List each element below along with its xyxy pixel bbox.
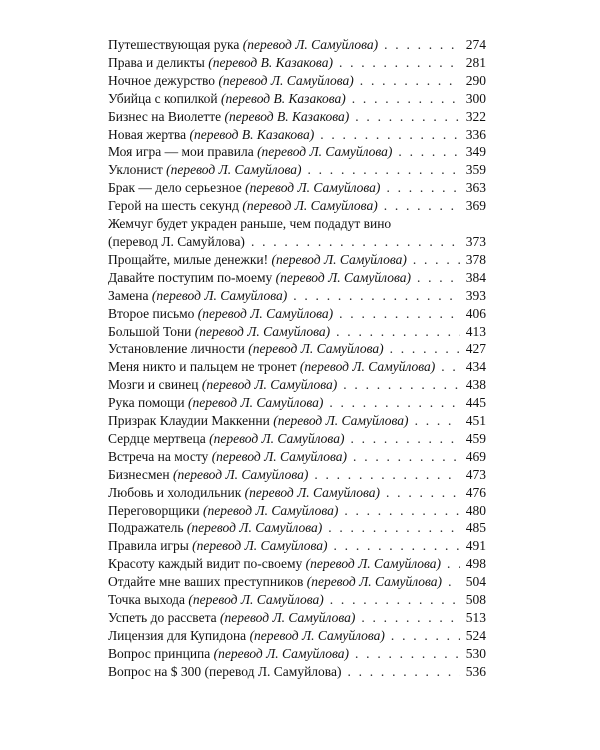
entry-page-number: 480: [465, 502, 486, 518]
entry-page-number: 378: [465, 251, 486, 267]
entry-page-number: 359: [465, 162, 486, 178]
toc-entry: [108, 430, 486, 448]
entry-title: Новая жертва (перевод В. Казакова): [108, 126, 315, 142]
entry-page-number: 413: [465, 323, 486, 339]
entry-page-number: 530: [465, 645, 486, 661]
entry-translator: (перевод Л. Самуйлова): [257, 144, 393, 160]
entry-page-number: 281: [465, 54, 486, 70]
dot-leader: [308, 161, 461, 179]
entry-translator: (перевод В. Казакова): [208, 54, 333, 70]
dot-leader: [336, 323, 460, 341]
entry-page-number: 473: [465, 466, 486, 482]
entry-page-number: 427: [465, 341, 486, 357]
toc-entry: [108, 627, 486, 645]
entry-translator: (перевод Л. Самуйлова): [201, 377, 338, 393]
dot-leader: [339, 305, 460, 323]
entry-title: Встреча на мосту (перевод Л. Самуйлова): [108, 448, 348, 464]
dot-leader: [320, 126, 460, 144]
entry-title: Большой Тони (перевод Л. Самуйлова): [108, 323, 331, 339]
dot-leader: [384, 36, 460, 54]
entry-translator: (перевод Л. Самуйлова): [194, 323, 331, 339]
entry-translator: (перевод Л. Самуйлова): [244, 484, 381, 500]
toc-entry: [108, 251, 486, 269]
toc-entry: [108, 484, 486, 502]
dot-leader: [386, 484, 460, 502]
toc-entry: [108, 340, 486, 358]
toc-entry: [108, 645, 486, 663]
toc-entry: [108, 161, 486, 179]
dot-leader: [330, 591, 460, 609]
toc-entry: [108, 519, 486, 537]
entry-title: Установление личности (перевод Л. Самуйлова): [108, 341, 384, 357]
entry-page-number: 373: [465, 233, 486, 249]
toc-entry: [108, 143, 486, 161]
entry-translator: (перевод Л. Самуйлова): [204, 663, 342, 679]
entry-title: Убийца с копилкой (перевод В. Казакова): [108, 90, 346, 106]
entry-title: Меня никто и пальцем не тронет (перевод Л. Самуйлова): [108, 359, 436, 375]
dot-leader: [413, 251, 460, 269]
toc-entry: [108, 215, 486, 251]
toc-entry: [108, 609, 486, 627]
entry-page-number: 451: [465, 413, 486, 429]
entry-title: Лицензия для Купидона (перевод Л. Самуйлова): [108, 627, 385, 643]
entry-page-number: 363: [465, 180, 486, 196]
dot-leader: [447, 555, 460, 573]
entry-title: Ночное дежурство (перевод Л. Самуйлова): [108, 72, 354, 88]
entry-translator: (перевод Л. Самуйлова): [213, 645, 350, 661]
entry-page-number: 536: [465, 663, 486, 679]
entry-page-number: 393: [465, 287, 486, 303]
entry-title: Мозги и свинец (перевод Л. Самуйлова): [108, 377, 338, 393]
toc-entry: [108, 591, 486, 609]
entry-title: Моя игра — мои правила (перевод Л. Самуйлова): [108, 144, 393, 160]
entry-translator: (перевод В. Казакова): [224, 108, 350, 124]
entry-translator: (перевод Л. Самуйлова): [211, 448, 348, 464]
entry-translator: (перевод Л. Самуйлова): [220, 610, 356, 625]
toc-entry: [108, 126, 486, 144]
entry-title: Призрак Клаудии Маккенни (перевод Л. Самуйлова): [108, 413, 409, 429]
entry-title: Любовь и холодильник (перевод Л. Самуйлова): [108, 484, 381, 500]
dot-leader: [384, 197, 460, 215]
entry-page-number: 349: [465, 144, 486, 160]
entry-translator: (перевод Л. Самуйлова): [197, 305, 334, 321]
dot-leader: [328, 519, 460, 537]
entry-page-number: 274: [465, 37, 486, 52]
dot-leader: [329, 394, 460, 412]
toc-entry: [108, 394, 486, 412]
entry-title: Права и деликты (перевод В. Казакова): [108, 54, 333, 70]
toc-entry: [108, 305, 486, 323]
entry-translator: (перевод Л. Самуйлова): [245, 180, 381, 196]
entry-page-number: 459: [465, 430, 486, 446]
entry-translator: (перевод Л. Самуйлова): [209, 430, 345, 446]
toc-entry: [108, 448, 486, 466]
dot-leader: [448, 573, 460, 591]
entry-translator: (перевод В. Казакова): [221, 90, 346, 106]
dot-leader: [391, 627, 460, 645]
entry-title: Точка выхода (перевод Л. Самуйлова): [108, 592, 324, 608]
dot-leader: [251, 233, 460, 251]
entry-translator: (перевод Л. Самуйлова): [248, 341, 384, 357]
entry-title: Вопрос на $ 300 (перевод Л. Самуйлова): [108, 663, 342, 679]
entry-page-number: 476: [465, 484, 486, 500]
entry-page-number: 445: [465, 395, 486, 411]
dot-leader: [314, 466, 460, 484]
toc-entry: [108, 72, 486, 90]
entry-page-number: 498: [465, 556, 486, 572]
entry-page-number: 434: [465, 359, 486, 375]
toc-entry: [108, 179, 486, 197]
entry-translator: (перевод Л. Самуйлова): [166, 162, 302, 178]
dot-leader: [390, 340, 460, 358]
entry-translator: (перевод Л. Самуйлова): [203, 502, 339, 518]
entry-translator: (перевод Л. Самуйлова): [273, 413, 409, 429]
entry-title: Отдайте мне ваших преступников (перевод Л. Самуйлова): [108, 574, 443, 590]
entry-translator: (перевод Л. Самуйлова): [188, 395, 324, 411]
dot-leader: [415, 412, 460, 430]
toc-entry: [108, 412, 486, 430]
entry-translator: (перевод Л. Самуйлова): [299, 359, 436, 375]
toc-entry: [108, 287, 486, 305]
entry-translator: (перевод Л. Самуйлова): [218, 72, 354, 88]
dot-leader: [360, 72, 460, 90]
entry-title: Давайте поступим по-моему (перевод Л. Самуйлова): [108, 269, 411, 285]
dot-leader: [350, 430, 460, 448]
entry-title: Путешествующая рука (перевод Л. Самуйлова): [108, 37, 379, 52]
entry-translator: (перевод Л. Самуйлова): [275, 269, 411, 285]
entry-page-number: 504: [465, 574, 486, 590]
toc-entry: [108, 376, 486, 394]
entry-page-number: 508: [465, 592, 486, 608]
entry-page-number: 438: [465, 377, 486, 393]
entry-page-number: 300: [465, 90, 486, 106]
toc-entry: [108, 36, 486, 54]
dot-leader: [355, 645, 460, 663]
toc-entry: [108, 90, 486, 108]
dot-leader: [339, 54, 460, 72]
entry-translator: (перевод Л. Самуйлова): [108, 233, 245, 249]
dot-leader: [398, 143, 460, 161]
toc-entry: [108, 663, 486, 681]
toc-entry: [108, 269, 486, 287]
entry-title: Замена (перевод Л. Самуйлова): [108, 287, 288, 303]
entry-title: Бизнес на Виолетте (перевод В. Казакова): [108, 108, 350, 124]
toc-entry: [108, 197, 486, 215]
toc-entry: [108, 358, 486, 376]
entry-translator: (перевод Л. Самуйлова): [306, 574, 443, 590]
dot-leader: [441, 358, 460, 376]
entry-title: Герой на шесть секунд (перевод Л. Самуйлова): [108, 198, 378, 214]
entry-translator: (перевод Л. Самуйлова): [305, 556, 442, 572]
entry-translator: (перевод Л. Самуйлова): [151, 287, 288, 303]
toc-entry: [108, 466, 486, 484]
entry-title: Прощайте, милые денежки! (перевод Л. Самуйлова): [108, 251, 407, 267]
entry-translator: (перевод Л. Самуйлова): [192, 538, 328, 554]
entry-translator: (перевод Л. Самуйлова): [242, 198, 378, 214]
entry-page-number: 485: [465, 520, 486, 536]
entry-title: Жемчуг будет украден раньше, чем подадут вино: [108, 216, 392, 232]
toc-entry: [108, 555, 486, 573]
entry-page-number: 406: [465, 305, 486, 321]
entry-translator: (перевод Л. Самуйлова): [186, 520, 323, 536]
toc-entry: [108, 502, 486, 520]
entry-title: Успеть до рассвета (перевод Л. Самуйлова): [108, 610, 356, 625]
toc-entry: [108, 323, 486, 341]
entry-page-number: 513: [465, 610, 486, 625]
dot-leader: [355, 108, 460, 126]
toc-entry: [108, 573, 486, 591]
dot-leader: [386, 179, 460, 197]
dot-leader: [352, 90, 460, 108]
dot-leader: [344, 502, 460, 520]
entry-title: Уклонист (перевод Л. Самуйлова): [108, 162, 302, 178]
dot-leader: [361, 609, 460, 627]
entry-title: Подражатель (перевод Л. Самуйлова): [108, 520, 323, 536]
entry-title: Переговорщики (перевод Л. Самуйлова): [108, 502, 339, 518]
entry-title: Брак — дело серьезное (перевод Л. Самуйлова): [108, 180, 381, 196]
entry-title: Красоту каждый видит по-своему (перевод Л. Самуйлова): [108, 556, 442, 572]
entry-title: Бизнесмен (перевод Л. Самуйлова): [108, 466, 309, 482]
dot-leader: [334, 537, 460, 555]
entry-title: Сердце мертвеца (перевод Л. Самуйлова): [108, 430, 345, 446]
entry-page-number: 369: [465, 198, 486, 214]
entry-title: Рука помощи (перевод Л. Самуйлова): [108, 395, 324, 411]
entry-page-number: 384: [465, 269, 486, 285]
entry-translator: (перевод Л. Самуйлова): [271, 251, 407, 267]
entry-translator: (перевод Л. Самуйлова): [188, 592, 324, 608]
dot-leader: [347, 663, 460, 681]
entry-title: Второе письмо (перевод Л. Самуйлова): [108, 305, 334, 321]
entry-translator: (перевод В. Казакова): [189, 126, 315, 142]
entry-title: Вопрос принципа (перевод Л. Самуйлова): [108, 645, 350, 661]
entry-page-number: 322: [465, 108, 486, 124]
dot-leader: [343, 376, 460, 394]
dot-leader: [353, 448, 460, 466]
entry-translator: (перевод Л. Самуйлова): [249, 627, 385, 643]
entry-page-number: 336: [465, 126, 486, 142]
entry-title: Правила игры (перевод Л. Самуйлова): [108, 538, 328, 554]
dot-leader: [293, 287, 460, 305]
entry-translator: (перевод Л. Самуйлова): [173, 466, 309, 482]
toc-entry: [108, 537, 486, 555]
entry-page-number: 524: [465, 627, 486, 643]
entry-page-number: 469: [465, 448, 486, 464]
toc-entry: [108, 54, 486, 72]
table-of-contents: [108, 36, 486, 681]
toc-entry: [108, 108, 486, 126]
entry-page-number: 491: [465, 538, 486, 554]
entry-translator: (перевод Л. Самуйлова): [242, 37, 379, 52]
dot-leader: [417, 269, 460, 287]
entry-page-number: 290: [465, 72, 486, 88]
